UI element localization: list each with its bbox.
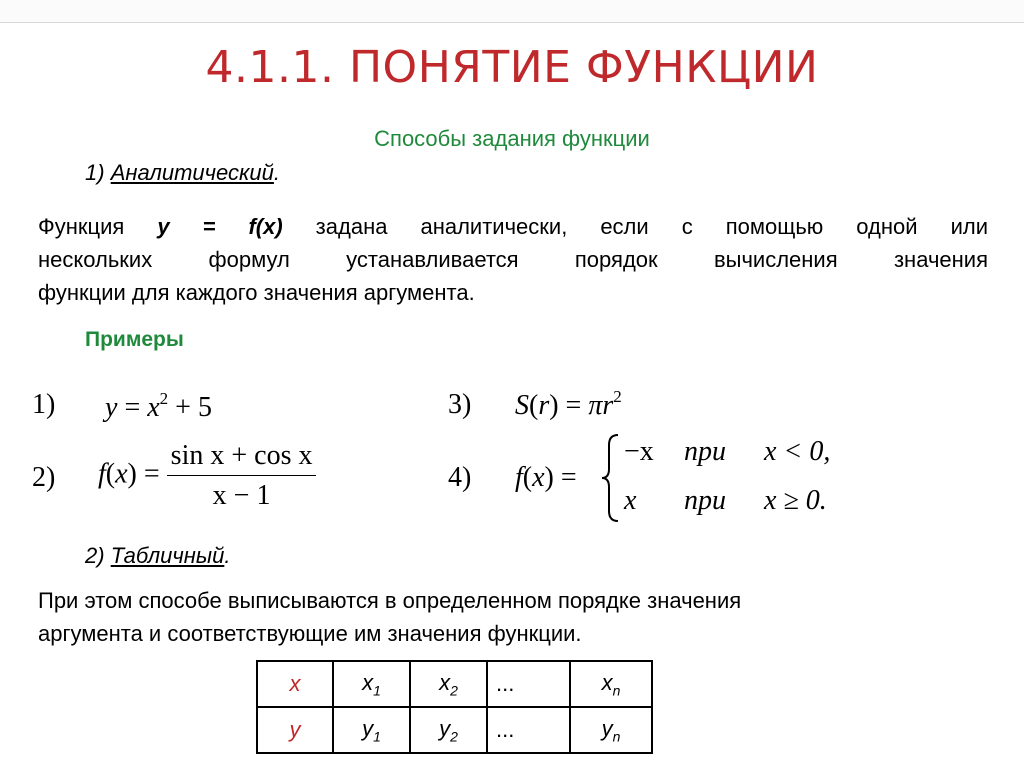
example-4-brace [600,433,622,523]
example-1-var: x [147,392,160,423]
example-3-pi: π [588,390,603,421]
cell-yn-var: y [601,715,613,741]
table-cell-y2 [410,707,487,753]
definition-line1-rest: задана аналитически, если с помощью одной или [282,214,988,239]
example-2-denominator: x − 1 [212,480,271,511]
example-4-arg: x [532,462,545,493]
example-1-constant: 5 [197,392,212,423]
example-4-label: 4) [448,462,472,493]
table-cell-x-dots: ... [487,661,570,707]
example-1-formula: $y = x^2 + 5$ [105,389,212,423]
method-analytic-heading [85,160,280,186]
example-4-case-1-value: −x [624,436,654,467]
definition-line-2: нескольких формул устанавливается порядок вычисления значения [38,247,988,272]
example-4-case-1-condition: x < 0, [764,436,831,467]
example-2-numerator: sin x + cos x [167,440,317,476]
cell-y2-var: y [439,715,451,741]
example-2-label: 2) [32,462,56,493]
table-cell-yn [570,707,652,753]
example-3-power: 2 [613,387,622,406]
table-row-x [257,661,652,707]
slide-title: 4.1.1. ПОНЯТИЕ ФУНКЦИИ [205,42,819,93]
table-cell-x1 [333,661,410,707]
example-3-formula: $S(r) = \pi r^2$ [515,387,622,421]
table-description-line-1: При этом способе выписываются в определенном порядке значения [38,588,742,613]
slide-top-bar [0,0,1024,23]
example-3-lhs: S [515,390,529,421]
method-analytic-dot: . [273,160,281,185]
example-2-arg: x [115,458,128,490]
example-3-label: 3) [448,389,472,420]
table-cell-y-dots: ... [487,707,570,753]
example-4-function: f [515,462,523,493]
example-4-case-2-condition: x ≥ 0. [764,485,827,516]
example-4-case-1 [624,436,830,468]
slide-subtitle: Способы задания функции [374,126,650,151]
analytic-definition [38,210,988,309]
example-3-var: r [602,390,614,421]
cell-x2-var: x [439,669,451,695]
example-3-arg: r [538,390,550,421]
definition-formula: y = f(x) [157,214,283,239]
cell-x1-index: 1 [373,682,381,699]
value-table [256,660,653,754]
cell-y2-index: 2 [450,728,458,745]
method-analytic-name: Аналитический [110,160,274,185]
example-4-case-2-value: x [624,485,637,516]
method-table-name: Табличный [110,543,225,568]
example-1-label: 1) [32,389,56,420]
cell-y1-index: 1 [373,728,381,745]
definition-prefix: Функция [38,214,158,239]
method-analytic-number: 1) [85,160,111,185]
cell-xn-var: x [601,669,613,695]
example-1-lhs: y [105,392,118,423]
table-cell-xn [570,661,652,707]
example-2-formula: f(x) = $\frac{\text{sin x + cos x}}{x - 1}$ [98,440,316,512]
example-4-case-1-word: при [684,436,726,467]
example-1-power: 2 [159,389,169,408]
table-row-y [257,707,652,753]
method-table-number: 2) [85,543,111,568]
cell-x2-index: 2 [450,682,458,699]
example-4-case-2 [624,485,827,517]
definition-line-3: функции для каждого значения аргумента. [38,280,475,305]
example-2-lhs: f [98,458,106,490]
table-cell-x-head: x [257,661,333,707]
cell-yn-index: n [612,728,621,745]
table-cell-y-head: y [257,707,333,753]
table-description-line-2: аргумента и соответствующие им значения функции. [38,621,582,646]
cell-y1-var: y [362,715,374,741]
table-description [38,584,958,650]
example-4-lhs: f(x) = [515,462,577,493]
example-2-fraction [167,440,317,512]
method-table-heading [85,543,230,569]
cell-xn-index: n [612,682,621,699]
table-cell-x2 [410,661,487,707]
examples-heading: Примеры [85,328,184,351]
table-cell-y1 [333,707,410,753]
cell-x1-var: x [362,669,374,695]
example-4-case-2-word: при [684,485,726,516]
method-table-dot: . [224,543,231,568]
definition-line-1 [38,210,988,243]
